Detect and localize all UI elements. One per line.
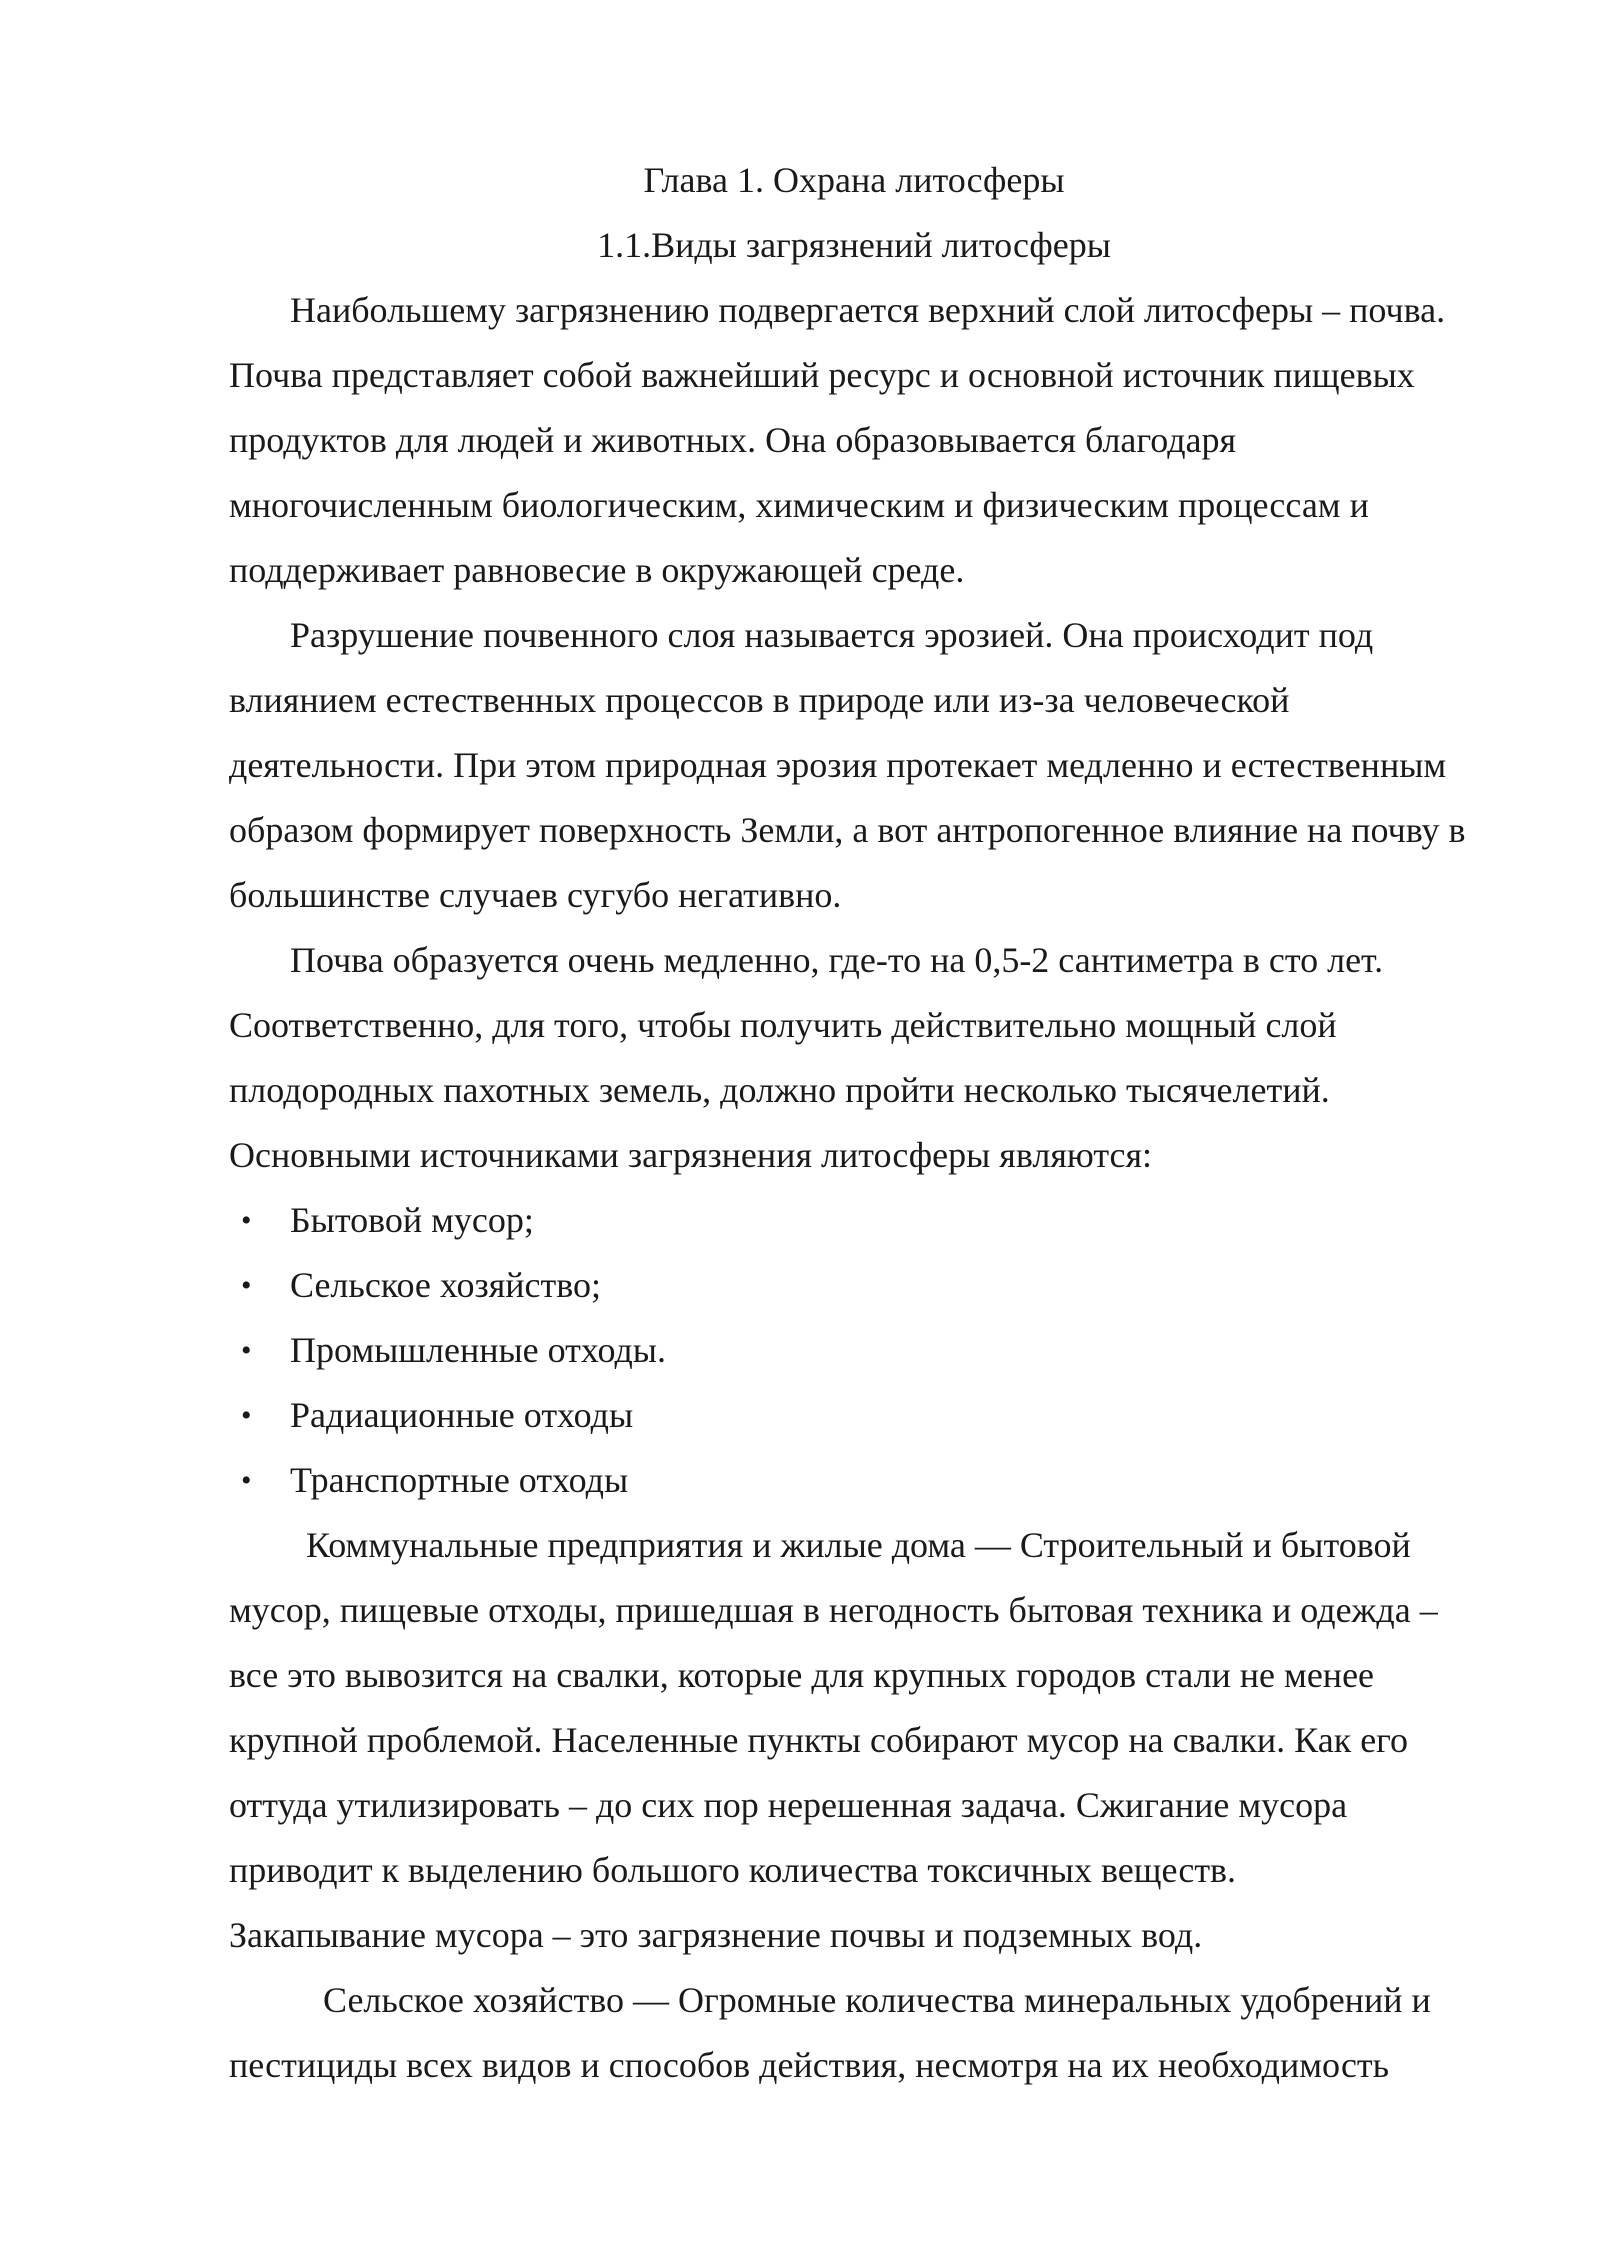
list-item-text: Транспортные отходы — [290, 1460, 629, 1500]
paragraph-topsoil-pollution: Наибольшему загрязнению подвергается верхний слой литосферы – почва. Почва представляет собой важнейший ресурс и основной источник пищевых продуктов для людей и животных. Она образовывается благодаря многочисленным биологическим, химическим и физическим процессам и поддерживает равновесие в окружающей среде. — [229, 290, 1446, 590]
paragraph-soil-formation: Почва образуется очень медленно, где-то на 0,5-2 сантиметра в сто лет. Соответственно, для того, чтобы получить действительно мощный слой плодородных пахотных земель, должно пройти несколько тысячелетий. — [229, 940, 1384, 1110]
document-page — [229, 148, 1479, 2098]
list-item-text: Радиационные отходы — [290, 1395, 634, 1435]
bullet-icon: • — [241, 1204, 252, 1237]
bullet-icon: • — [241, 1464, 252, 1497]
list-item — [229, 1253, 1479, 1318]
paragraph-agriculture: Сельское хозяйство — Огромные количества минеральных удобрений и пестициды всех видов и способов действия, несмотря на их необходимость — [229, 1980, 1431, 2085]
list-item — [229, 1188, 1479, 1253]
paragraph-landfill-burial: Закапывание мусора – это загрязнение почвы и подземных вод. — [229, 1915, 1203, 1955]
bullet-icon: • — [241, 1269, 252, 1302]
list-item-text: Бытовой мусор; — [290, 1200, 534, 1240]
section-title: 1.1.Виды загрязнений литосферы — [597, 225, 1111, 265]
paragraph-erosion: Разрушение почвенного слоя называется эрозией. Она происходит под влиянием естественных процессов в природе или из-за человеческой деятельности. При этом природная эрозия протекает медленно и естественным образом формирует поверхность Земли, а вот антропогенное влияние на почву в большинстве случаев сугубо негативно. — [229, 615, 1466, 915]
list-item-text: Сельское хозяйство; — [290, 1265, 602, 1305]
list-item-text: Промышленные отходы. — [290, 1330, 666, 1370]
paragraph-municipal-waste: Коммунальные предприятия и жилые дома — Строительный и бытовой мусор, пищевые отходы, пришедшая в негодность бытовая техника и одежда – все это вывозится на свалки, которые для крупных городов стали не менее крупной проблемой. Населенные пункты собирают мусор на свалки. Как его оттуда утилизировать – до сих пор нерешенная задача. Сжигание мусора приводит к выделению большого количества токсичных веществ. — [229, 1525, 1438, 1890]
pollution-sources-list — [229, 1188, 1479, 1513]
list-item — [229, 1318, 1479, 1383]
list-item — [229, 1383, 1479, 1448]
bullet-icon: • — [241, 1399, 252, 1432]
paragraph-sources-intro: Основными источниками загрязнения литосферы являются: — [229, 1135, 1153, 1175]
bullet-icon: • — [241, 1334, 252, 1367]
chapter-title: Глава 1. Охрана литосферы — [643, 160, 1065, 200]
list-item — [229, 1448, 1479, 1513]
